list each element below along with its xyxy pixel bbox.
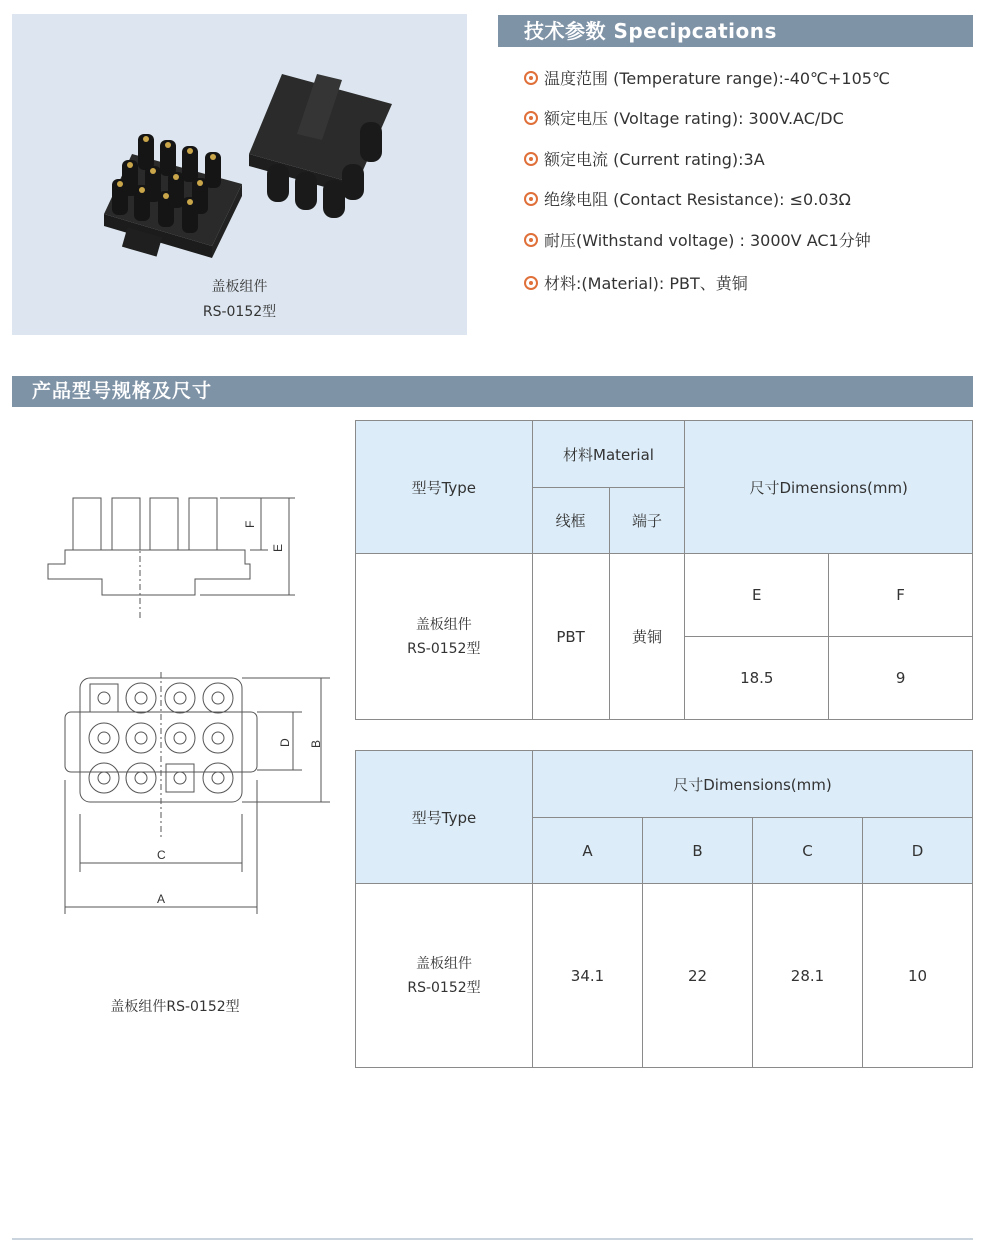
bullet-icon <box>524 192 538 206</box>
connector-front-view <box>104 134 242 258</box>
table2-c-value: 28.1 <box>753 884 863 1068</box>
table1-col-f: F <box>829 554 973 637</box>
dim-label-f: F <box>243 520 257 528</box>
bullet-icon <box>524 111 538 125</box>
drawing-caption: 盖板组件RS-0152型 <box>110 999 240 1015</box>
table2-col-a: A <box>533 818 643 884</box>
table1-terminal-header: 端子 <box>609 488 685 554</box>
table2-d-value: 10 <box>863 884 973 1068</box>
dim-label-d: D <box>278 738 292 747</box>
spec-item-material <box>524 271 748 294</box>
dim-label-a: A <box>157 892 166 906</box>
footer-divider <box>12 1238 973 1240</box>
dim-label-e: E <box>271 543 285 552</box>
table1-model-name: 盖板组件 <box>415 616 472 633</box>
spec-item-voltage <box>524 106 844 129</box>
bullet-icon <box>524 276 538 290</box>
table2-model-name: 盖板组件 <box>416 955 472 972</box>
bullet-icon <box>524 152 538 166</box>
table1-dimensions-header: 尺寸Dimensions(mm) <box>685 421 973 554</box>
spec-item-current <box>524 147 765 170</box>
table2-model-cell <box>356 884 533 1068</box>
specifications-header: 技术参数 Specipcations <box>498 15 973 47</box>
spec-text: 额定电压 (Voltage rating): 300V.AC/DC <box>544 109 844 128</box>
table1-f-value: 9 <box>829 637 973 720</box>
table2-model-number: RS-0152型 <box>407 979 481 996</box>
spec-text: 耐压(Withstand voltage) : 3000V AC1分钟 <box>544 231 871 250</box>
photo-caption-name: 盖板组件 <box>211 279 268 295</box>
table2-type-header: 型号Type <box>356 751 533 884</box>
technical-drawing <box>40 480 340 950</box>
table2-b-value: 22 <box>643 884 753 1068</box>
spec-text: 材料:(Material): PBT、黄铜 <box>544 274 748 293</box>
product-photo-panel <box>12 14 467 335</box>
table2-col-d: D <box>863 818 973 884</box>
table2-dimensions-header: 尺寸Dimensions(mm) <box>533 751 973 818</box>
photo-caption-model: RS-0152型 <box>202 304 277 320</box>
table1-e-value: 18.5 <box>685 637 829 720</box>
material-dimension-table <box>355 420 973 720</box>
table1-model-number: RS-0152型 <box>407 640 481 657</box>
spec-text: 额定电流 (Current rating):3A <box>544 150 765 169</box>
table1-terminal-value: 黄铜 <box>609 554 685 720</box>
table1-col-e: E <box>685 554 829 637</box>
dim-label-c: C <box>157 848 166 862</box>
spec-text: 绝缘电阻 (Contact Resistance): ≤0.03Ω <box>544 190 851 209</box>
spec-text: 温度范围 (Temperature range):-40℃+105℃ <box>544 69 890 88</box>
table1-type-header: 型号Type <box>356 421 533 554</box>
table1-frame-value: PBT <box>532 554 609 720</box>
table2-a-value: 34.1 <box>533 884 643 1068</box>
table1-material-header: 材料Material <box>532 421 685 488</box>
dim-label-b: B <box>309 739 323 748</box>
bullet-icon <box>524 233 538 247</box>
table2-col-b: B <box>643 818 753 884</box>
table1-model-cell <box>356 554 533 720</box>
bullet-icon <box>524 71 538 85</box>
spec-item-withstand <box>524 228 871 251</box>
spec-item-resistance <box>524 187 851 210</box>
connector-back-view <box>249 74 392 218</box>
dimensions-table <box>355 750 973 1068</box>
table2-col-c: C <box>753 818 863 884</box>
table1-frame-header: 线框 <box>532 488 609 554</box>
section-header: 产品型号规格及尺寸 <box>12 376 973 407</box>
spec-item-temperature <box>524 66 890 89</box>
